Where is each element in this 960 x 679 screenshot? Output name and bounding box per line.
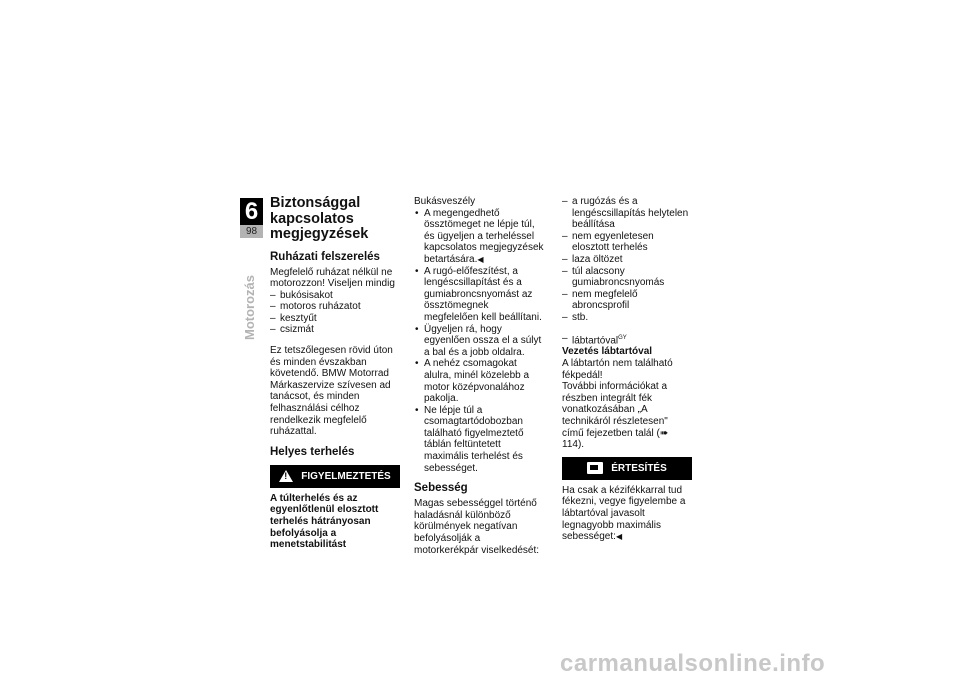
list-item: • Ne lépje túl a csomagtartódobozban található figyelmeztető táblán feltüntetett maximális terhelést és sebességet. [414,405,544,475]
heading-clothing: Ruházati felszerelés [270,250,380,263]
column-3 [562,196,692,543]
speed-factors-list [562,196,692,324]
clothing-intro: Megfelelő ruházat nélkül ne motorozzon! Viseljen mindig [270,266,395,290]
page-reference-arrow-icon: ➠ [659,427,669,439]
chapter-tab [240,198,263,238]
watermark: carmanualsonline.info [560,650,826,677]
load-bullets [414,208,544,475]
warning-triangle-icon [279,470,293,482]
list-item: – motoros ruházatot [270,301,400,313]
clothing-paragraph: Ez tetszőlegesen rövid úton és minden évszakban követendő. BMW Motorrad Márkaszervize szívesen ad tanácsot, és minden felhasználási célhoz rendelkezik megfelelő ruházattal. [270,345,393,438]
heading-speed: Sebesség [414,482,468,495]
heading-load: Helyes terhelés [270,445,355,458]
warning-text: A túlterhelés és az egyenlőtlenül elosztott terhelés hátrányosan befolyásolja a menetstabilitást [270,492,379,551]
danger-lead: Bukásveszély [414,196,476,207]
list-item: • A nehéz csomagokat alulra, minél közelebb a motor középvonalához pakolja. [414,358,544,404]
page-number: 98 [240,225,263,238]
column-1 [270,196,400,551]
list-item: – nem megfelelő abroncsprofil [562,289,692,312]
list-item: – lábtartóval$^{GY}$ [562,333,692,347]
chapter-side-label: Motorozás [242,275,257,340]
list-item: – a rugózás és a lengéscsillapítás helytelen beállítása [562,196,692,231]
chapter-number: 6 [244,198,259,225]
list-item: – bukósisakot [270,290,400,302]
list-item: – nem egyenletesen elosztott terhelés [562,231,692,254]
list-item: • A rugó-előfeszítést, a lengéscsillapítást és a gumiabroncsnyomást az össztömegnek megfelelően kell beállítani. [414,266,544,324]
note-label: ÉRTESÍTÉS [611,462,667,474]
note-hand-icon [587,462,603,474]
list-item: – csizmát [270,324,400,336]
end-marker-icon: ◀ [477,254,484,264]
list-item: – stb. [562,312,692,324]
list-item: • A megengedhető össztömeget ne lépje túl, és ügyeljen a terheléssel kapcsolatos megjegyzések betartására.◀ [414,208,544,266]
note-banner [562,457,692,480]
option-superscript: GY [618,334,627,341]
heading-footrest: Vezetés lábtartóval [562,346,653,358]
speed-text: Magas sebességgel történő haladásnál különböző körülmények negatívan befolyásolják a motorkerékpár viselkedését: [414,498,540,556]
info-text: További információkat a részben integrált fék vonatkozásában „A technikáról részletesen" című fejezetben talál (➠ 114). [562,381,669,451]
end-marker-icon: ◀ [615,532,623,542]
warning-label: FIGYELMEZTETÉS [301,470,391,482]
note-text: Ha csak a kézifékkarral tud fékezni, vegye figyelembe a lábtartóval javasolt legnagyobb maximális sebességet:◀ [562,484,686,543]
list-item: – túl alacsony gumiabroncsnyomás [562,266,692,289]
list-item: • Ügyeljen rá, hogy egyenlően ossza el a súlyt a bal és a jobb oldalra. [414,324,544,359]
footrest-text: A lábtartón nem található fékpedál! [562,358,673,381]
list-item: – kesztyűt [270,313,400,325]
column-2 [414,196,544,556]
section-title: Biztonsággal kapcsolatos megjegyzések [270,195,369,242]
warning-banner [270,465,400,488]
clothing-list [270,290,400,336]
list-item: – laza öltözet [562,254,692,266]
footrest-list [562,333,692,347]
page-reference[interactable]: 114 [562,439,578,451]
